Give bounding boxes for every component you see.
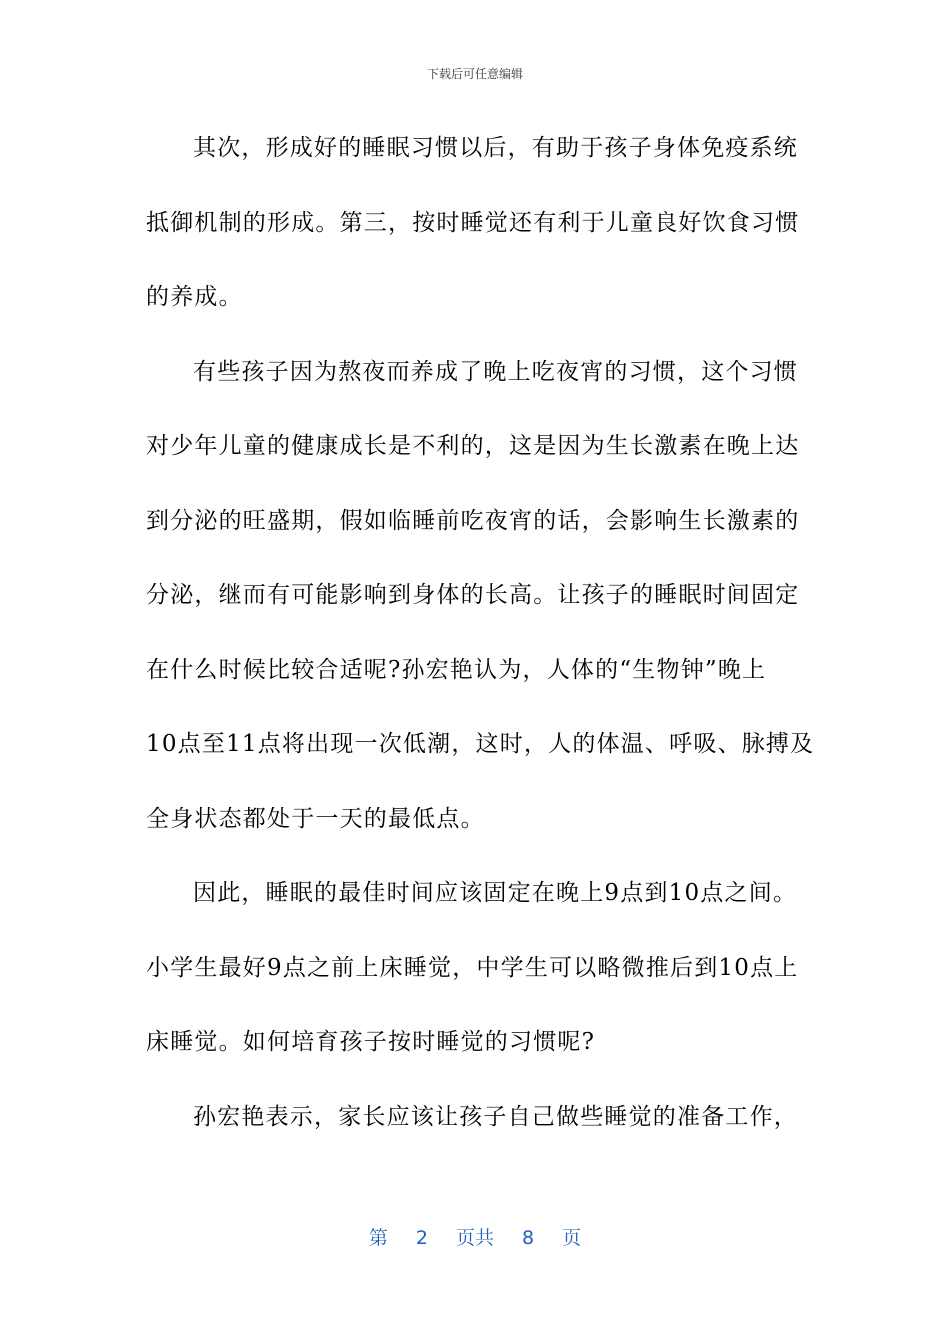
- page-footer: [0, 1224, 950, 1252]
- text-line: 分泌，继而有可能影响到身体的长高。让孩子的睡眠时间固定: [146, 582, 800, 608]
- page-label-ye-gong: 页共: [455, 1227, 494, 1249]
- text-line: 在什么时候比较合适呢?孙宏艳认为，人体的“生物钟”晚上: [146, 656, 767, 683]
- text-line: 孙宏艳表示，家长应该让孩子自己做些睡觉的准备工作，: [193, 1103, 798, 1130]
- page-total: 8: [522, 1227, 535, 1249]
- text-line: 抵御机制的形成。第三，按时睡觉还有利于儿童良好饮食习惯: [146, 209, 800, 236]
- page-label-ye: 页: [562, 1227, 582, 1249]
- text-line: 到分泌的旺盛期，假如临睡前吃夜宵的话，会影响生长激素的: [146, 507, 800, 534]
- text-line: 10点至11点将出现一次低潮，这时，人的体温、呼吸、脉搏及: [146, 731, 815, 757]
- page-label-di: 第: [368, 1227, 388, 1249]
- text-line: 其次，形成好的睡眠习惯以后，有助于孩子身体免疫系统: [193, 135, 798, 161]
- text-line: 全身状态都处于一天的最低点。: [146, 805, 485, 832]
- text-line: 因此，睡眠的最佳时间应该固定在晚上9点到10点之间。: [193, 880, 798, 906]
- header-note: 下载后可任意编辑: [426, 67, 523, 81]
- page-number: 2: [415, 1227, 428, 1249]
- text-line: 有些孩子因为熬夜而养成了晚上吃夜宵的习惯，这个习惯: [193, 358, 798, 385]
- text-line: 床睡觉。如何培育孩子按时睡觉的习惯呢?: [146, 1029, 596, 1055]
- text-line: 的养成。: [146, 284, 243, 310]
- text-line: 对少年儿童的健康成长是不利的，这是因为生长激素在晚上达: [146, 433, 800, 459]
- document-body: [146, 111, 815, 1154]
- text-line: 小学生最好9点之前上床睡觉，中学生可以略微推后到10点上: [146, 954, 799, 981]
